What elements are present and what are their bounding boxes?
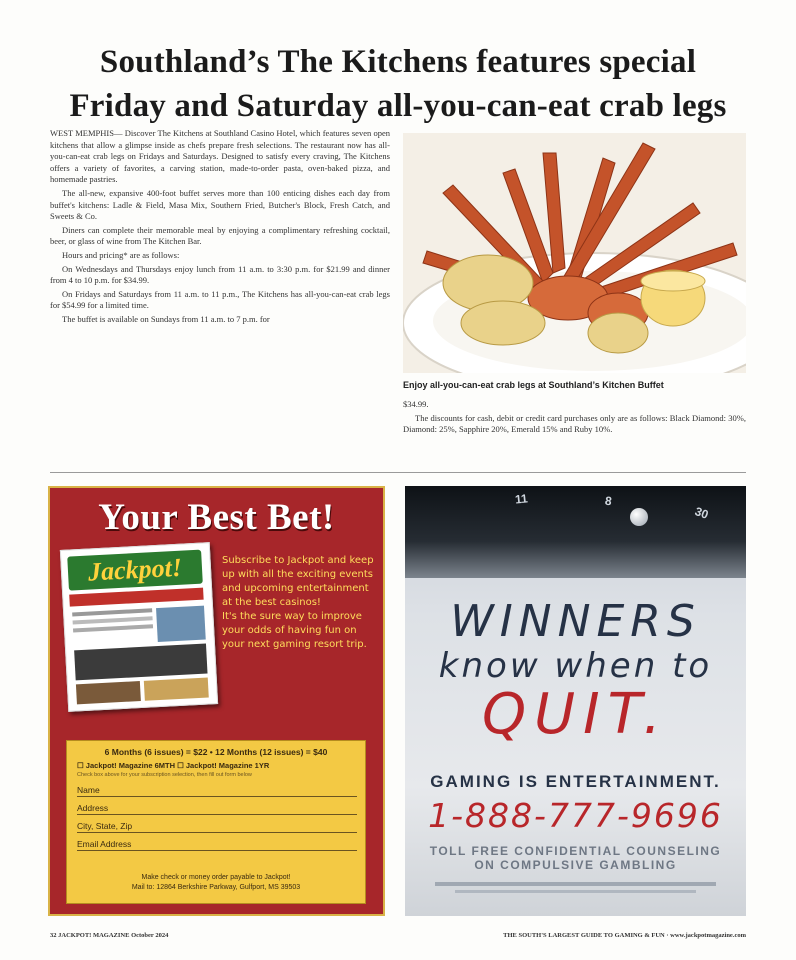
name-field[interactable] bbox=[77, 785, 357, 799]
crab-legs-photo bbox=[403, 133, 746, 373]
roulette-wheel-image bbox=[405, 486, 746, 578]
promo-line: It's the sure way to improve your odds of having fun on your next gaming resort trip. bbox=[222, 611, 367, 650]
city-state-zip-field[interactable] bbox=[77, 821, 357, 835]
page-footer-left: 32 JACKPOT! MAGAZINE October 2024 bbox=[50, 932, 169, 939]
promo-line: Subscribe to Jackpot and keep up with all the exciting events and upcoming entertainment at the best casinos! bbox=[222, 555, 374, 608]
cover-image bbox=[144, 677, 209, 700]
paragraph: WEST MEMPHIS— Discover The Kitchens at Southland Casino Hotel, which features seven open kitchens that allow a glimpse inside as chefs prepare fresh selections. The restaurant now has all-you-can-eat crab legs on Fridays and Saturdays. Designed to satisfy every craving, The Kitchens offers a variety of favorites, a carving station, made-to-order pasta, oven-baked pizza, and homemade pastries. bbox=[50, 128, 390, 185]
email-field[interactable] bbox=[77, 839, 357, 853]
address-field[interactable] bbox=[77, 803, 357, 817]
paragraph: The buffet is available on Sundays from 11 a.m. to 7 p.m. for bbox=[62, 313, 270, 324]
promo-text bbox=[222, 554, 377, 652]
subscription-form[interactable] bbox=[66, 740, 366, 904]
photo-caption: Enjoy all-you-can-eat crab legs at Southland’s Kitchen Buffet bbox=[403, 380, 664, 390]
ad-line-know-when: know when to bbox=[438, 646, 713, 686]
counseling-text bbox=[405, 844, 746, 872]
page-footer-right: THE SOUTH'S LARGEST GUIDE TO GAMING & FUN · www.jackpotmagazine.com bbox=[503, 932, 746, 939]
section-divider bbox=[50, 472, 746, 473]
paragraph: Diners can complete their memorable meal by enjoying a complimentary refreshing cocktail, beer, or glass of wine from The Kitchen Bar. bbox=[50, 224, 390, 247]
cover-text-line bbox=[73, 616, 153, 624]
article-headline bbox=[20, 40, 776, 128]
subscription-ad[interactable] bbox=[48, 486, 385, 916]
ad-line-winners: WINNERS bbox=[450, 596, 701, 647]
ad-line-quit: QUIT. bbox=[482, 682, 669, 747]
counseling-line: ON COMPULSIVE GAMBLING bbox=[474, 858, 677, 872]
helpline-phone[interactable]: 1-888-777-9696 bbox=[428, 796, 723, 835]
article-column-right bbox=[403, 399, 746, 438]
counseling-line: TOLL FREE CONFIDENTIAL COUNSELING bbox=[429, 844, 722, 858]
mail-line: Mail to: 12864 Berkshire Parkway, Gulfport, MS 39503 bbox=[131, 884, 301, 891]
cover-image bbox=[74, 644, 207, 681]
field-label: City, State, Zip bbox=[77, 821, 133, 831]
roulette-ball bbox=[630, 508, 648, 526]
paragraph: Hours and pricing* are as follows: bbox=[62, 249, 180, 260]
paragraph: On Wednesdays and Thursdays enjoy lunch from 11 a.m. to 3:30 p.m. for $21.99 and dinner from 4 to 10 p.m. for $34.99. bbox=[50, 263, 390, 286]
field-label: Name bbox=[77, 785, 100, 795]
mailing-instructions bbox=[67, 873, 365, 893]
cover-band bbox=[69, 588, 203, 607]
cover-image bbox=[156, 606, 206, 642]
fine-print-bar bbox=[455, 890, 696, 893]
article-column-left bbox=[50, 128, 390, 328]
crab-legs-illustration bbox=[403, 133, 746, 373]
paragraph: The discounts for cash, debit or credit card purchases only are as follows: Black Diamond: 30%, Diamond: 25%, Sapphire 20%, Emerald 15% and Ruby 10%. bbox=[403, 412, 746, 435]
wheel-number: 30 bbox=[693, 504, 711, 522]
fine-print-bar bbox=[435, 882, 716, 886]
wheel-number: 8 bbox=[604, 493, 613, 509]
form-instructions: Check box above for your subscription selection, then fill out form below bbox=[77, 772, 252, 778]
cover-image bbox=[76, 681, 141, 704]
magazine-cover bbox=[60, 542, 218, 712]
field-label: Email Address bbox=[77, 839, 132, 849]
cover-text-line bbox=[73, 624, 153, 632]
headline-line-1: Southland’s The Kitchens features special bbox=[99, 44, 697, 80]
paragraph: On Fridays and Saturdays from 11 a.m. to 11 p.m., The Kitchens has all-you-can-eat crab legs for $54.99 for a limited time. bbox=[50, 288, 390, 311]
wheel-number: 11 bbox=[514, 491, 529, 507]
subscription-checkboxes[interactable]: ☐ Jackpot! Magazine 6MTH ☐ Jackpot! Magazine 1YR bbox=[77, 761, 270, 770]
ad-title: Your Best Bet! bbox=[98, 497, 335, 538]
headline-line-2: Friday and Saturday all-you-can-eat crab legs bbox=[69, 88, 727, 124]
paragraph: $34.99. bbox=[403, 399, 429, 409]
subscription-rates: 6 Months (6 issues) = $22 • 12 Months (12 issues) = $40 bbox=[104, 747, 328, 757]
responsible-gaming-ad[interactable] bbox=[405, 486, 746, 916]
ad-tagline: GAMING IS ENTERTAINMENT. bbox=[430, 772, 721, 791]
magazine-logo: Jackpot! bbox=[67, 550, 203, 591]
paragraph: The all-new, expansive 400-foot buffet serves more than 100 enticing dishes each day from buffet's kitchens: Ladle & Field, Masa Mix, Southern Fried, Butcher's Block, Fresh Catch, and Sweets & Co. bbox=[50, 187, 390, 222]
cover-text-line bbox=[72, 608, 152, 616]
field-label: Address bbox=[77, 803, 109, 813]
mail-line: Make check or money order payable to Jackpot! bbox=[141, 874, 291, 881]
